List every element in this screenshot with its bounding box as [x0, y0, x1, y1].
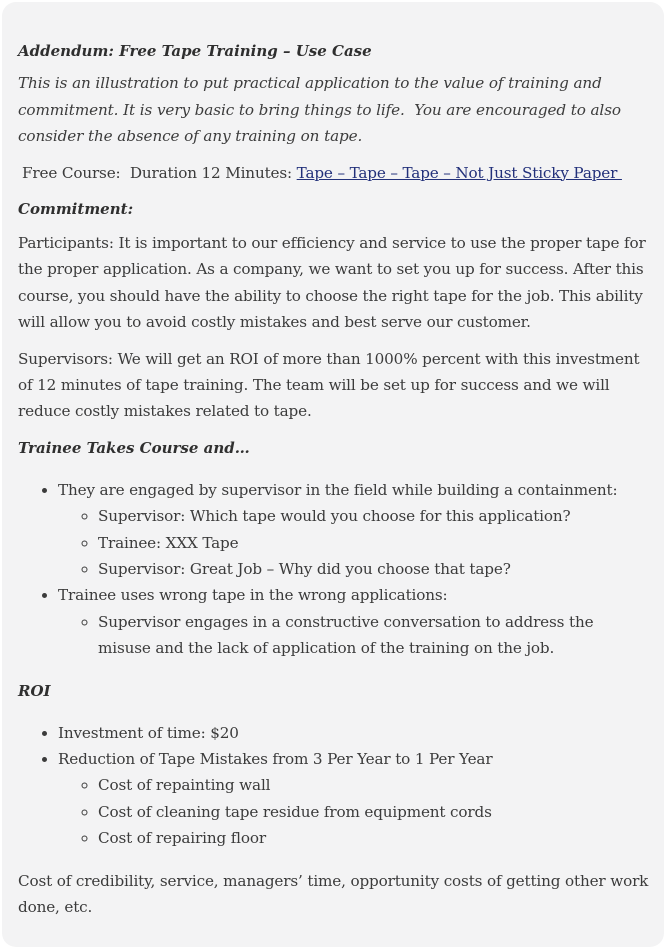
sub-list-item: ◦ Trainee: XXX Tape — [98, 530, 650, 556]
sub-list-item: ◦ Cost of cleaning tape residue from equipment cords — [98, 799, 650, 825]
trainee-list — [18, 477, 650, 662]
roi-list — [18, 720, 650, 852]
sub-list-item: ◦ Supervisor engages in a constructive conversation to address the misuse and the lack of application of the training on the job. — [98, 609, 650, 662]
list-item-text: Reduction of Tape Mistakes from 3 Per Year to 1 Per Year — [58, 750, 493, 768]
sub-list-item: ◦ Cost of repainting wall — [98, 772, 650, 798]
supervisors-paragraph: Supervisors: We will get an ROI of more than 1000% percent with this investment of 12 minutes of tape training. The team will be set up for success and we will reduce costly mistakes related to tape. — [18, 349, 640, 421]
sub-list — [58, 503, 650, 582]
list-item-text: Trainee uses wrong tape in the wrong applications: — [58, 586, 448, 605]
document-card — [2, 2, 664, 947]
sub-list-item: ◦ Supervisor: Great Job – Why did you choose that tape? — [98, 556, 650, 582]
document-title: Addendum: Free Tape Training – Use Case — [18, 42, 372, 60]
trainee-heading: Trainee Takes Course and… — [18, 438, 250, 457]
list-item — [58, 477, 650, 583]
sub-list-item: ◦ Cost of repairing floor — [98, 825, 650, 851]
course-prefix: Free Course: Duration 12 Minutes: — [22, 163, 297, 182]
roi-heading: ROI — [18, 681, 51, 700]
closing-paragraph: Cost of credibility, service, managers’ time, opportunity costs of getting other work done, etc. — [18, 871, 649, 917]
sub-list — [58, 772, 650, 851]
commitment-heading: Commitment: — [18, 199, 134, 218]
sub-list — [58, 609, 650, 662]
list-item — [58, 746, 650, 852]
list-item — [58, 582, 650, 661]
list-item: • Investment of time: $20 — [58, 720, 650, 746]
course-line — [18, 160, 650, 186]
course-link[interactable]: Tape – Tape – Tape – Not Just Sticky Paper — [296, 163, 622, 182]
list-item-text: They are engaged by supervisor in the field while building a containment: — [58, 480, 618, 499]
participants-paragraph: Participants: It is important to our efficiency and service to use the proper tape for the proper application. As a company, we want to set you up for success. After this course, you should have the ability to choose the right tape for the job. This ability will allow you to avoid costly mistakes and best serve our customer. — [18, 233, 646, 332]
sub-list-item: ◦ Supervisor: Which tape would you choose for this application? — [98, 503, 650, 529]
intro-paragraph: This is an illustration to put practical application to the value of training and commitment. It is very basic to bring things to life. You are encouraged to also consider the absence of any training on tape. — [18, 74, 621, 145]
